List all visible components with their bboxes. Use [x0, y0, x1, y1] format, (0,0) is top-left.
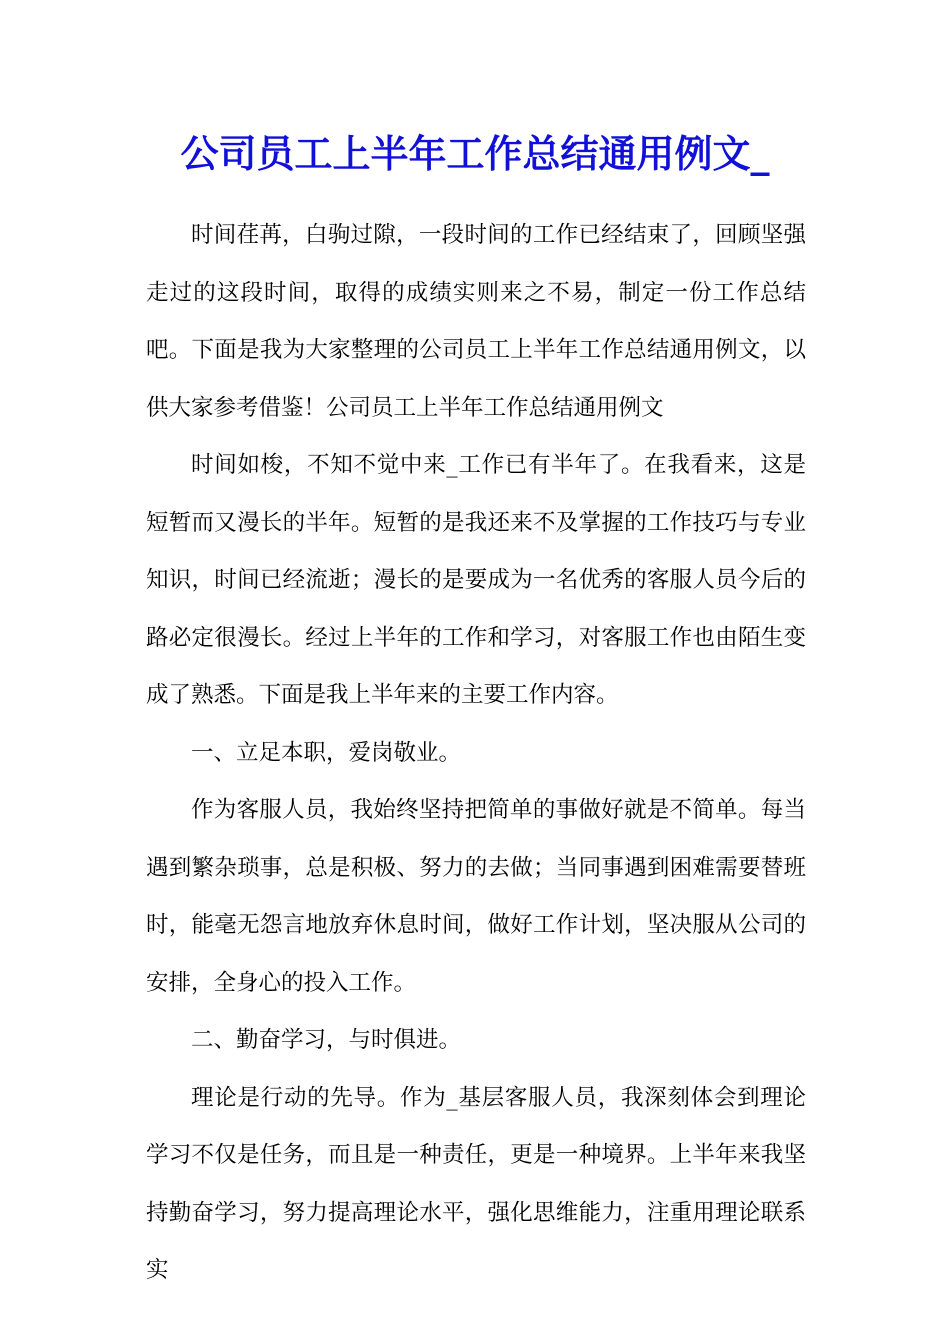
paragraph-section-1: 作为客服人员，我始终坚持把简单的事做好就是不简单。每当遇到繁杂琐事，总是积极、努力的去做；当同事遇到困难需要替班时，能毫无怨言地放弃休息时间，做好工作计划，坚决服从公司的安排，全身心的投入工作。: [146, 797, 806, 996]
document-title: 公司员工上半年工作总结通用例文_: [180, 131, 770, 176]
paragraph-intro: 时间荏苒，白驹过隙，一段时间的工作已经结束了，回顾坚强走过的这段时间，取得的成绩实则来之不易，制定一份工作总结吧。下面是我为大家整理的公司员工上半年工作总结通用例文，以供大家参考借鉴！公司员工上半年工作总结通用例文: [146, 222, 806, 421]
section-heading-1: 一、立足本职，爱岗敬业。: [191, 739, 462, 766]
section-heading-2: 二、勤奋学习，与时俱进。: [191, 1027, 462, 1053]
document-body: [146, 207, 806, 1300]
paragraph-overview: 时间如梭，不知不觉中来_工作已有半年了。在我看来，这是短暂而又漫长的半年。短暂的是我还来不及掌握的工作技巧与专业知识，时间已经流逝；漫长的是要成为一名优秀的客服人员今后的路必定很漫长。经过上半年的工作和学习，对客服工作也由陌生变成了熟悉。下面是我上半年来的主要工作内容。: [146, 452, 806, 708]
paragraph-section-2: 理论是行动的先导。作为_基层客服人员，我深刻体会到理论学习不仅是任务，而且是一种责任，更是一种境界。上半年来我坚持勤奋学习，努力提高理论水平，强化思维能力，注重用理论联系实: [146, 1084, 806, 1283]
